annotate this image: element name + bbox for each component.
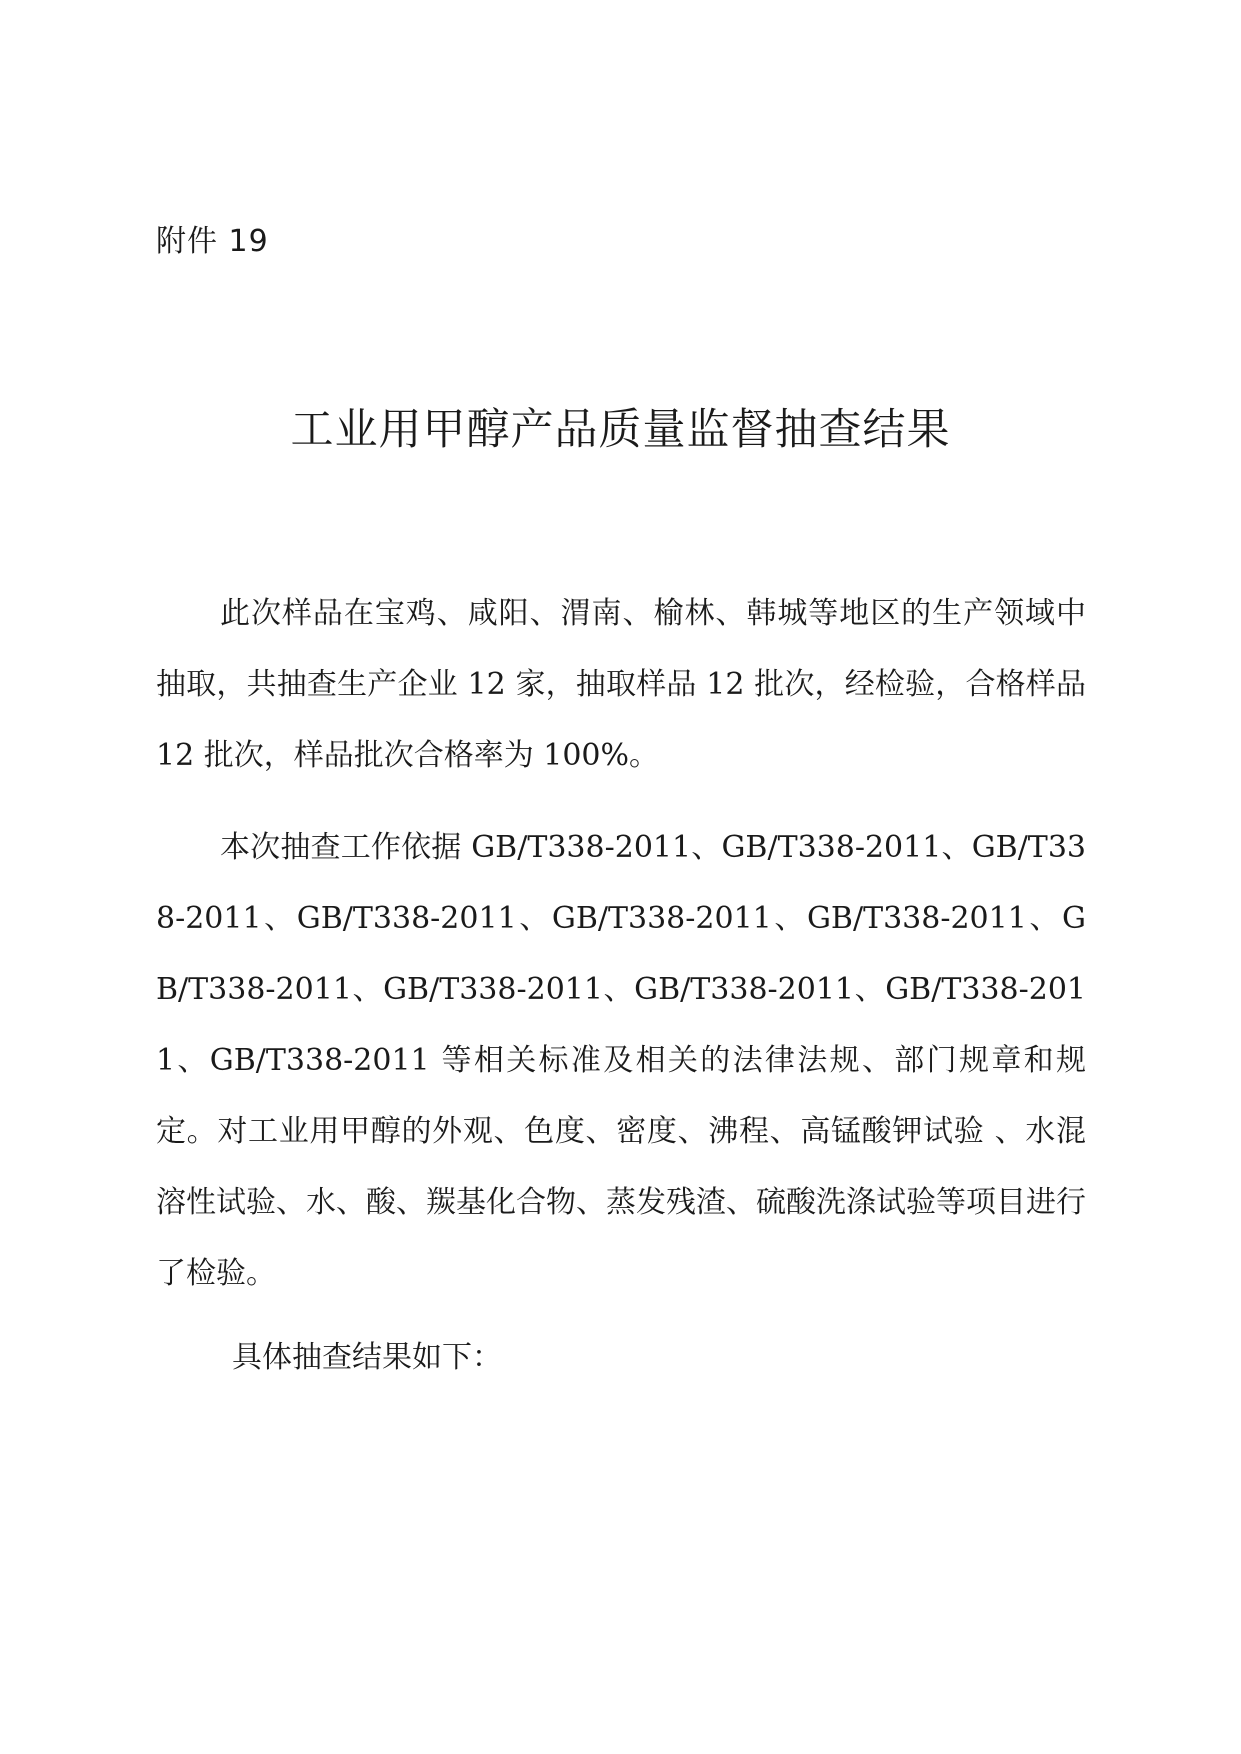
paragraph-results-intro: 具体抽查结果如下： [232,1340,502,1375]
paragraph-inspection-basis: 本次抽查工作依据 GB/T338-2011、GB/T338-2011、GB/T338-2011、GB/T338-2011、GB/T338-2011、GB/T338-2011、GB/T338-2011、GB/T338-2011、GB/T338-2011、GB/T338-2011、GB/T338-2011 等相关标准及相关的法律法规、部门规章和规定。对工业用甲醇的外观、色度、密度、沸程、高锰酸钾试验 、水混溶性试验、水、酸、羰基化合物、蒸发残渣、硫酸洗涤试验等项目进行了检验。 [156,830,1086,1291]
attachment-label: 附件 19 [156,224,269,259]
paragraph-sampling-summary: 此次样品在宝鸡、咸阳、渭南、榆林、韩城等地区的生产领域中抽取，共抽查生产企业 12 家，抽取样品 12 批次，经检验，合格样品 12 批次，样品批次合格率为 100%。 [156,596,1086,773]
document-title: 工业用甲醇产品质量监督抽查结果 [290,405,951,455]
